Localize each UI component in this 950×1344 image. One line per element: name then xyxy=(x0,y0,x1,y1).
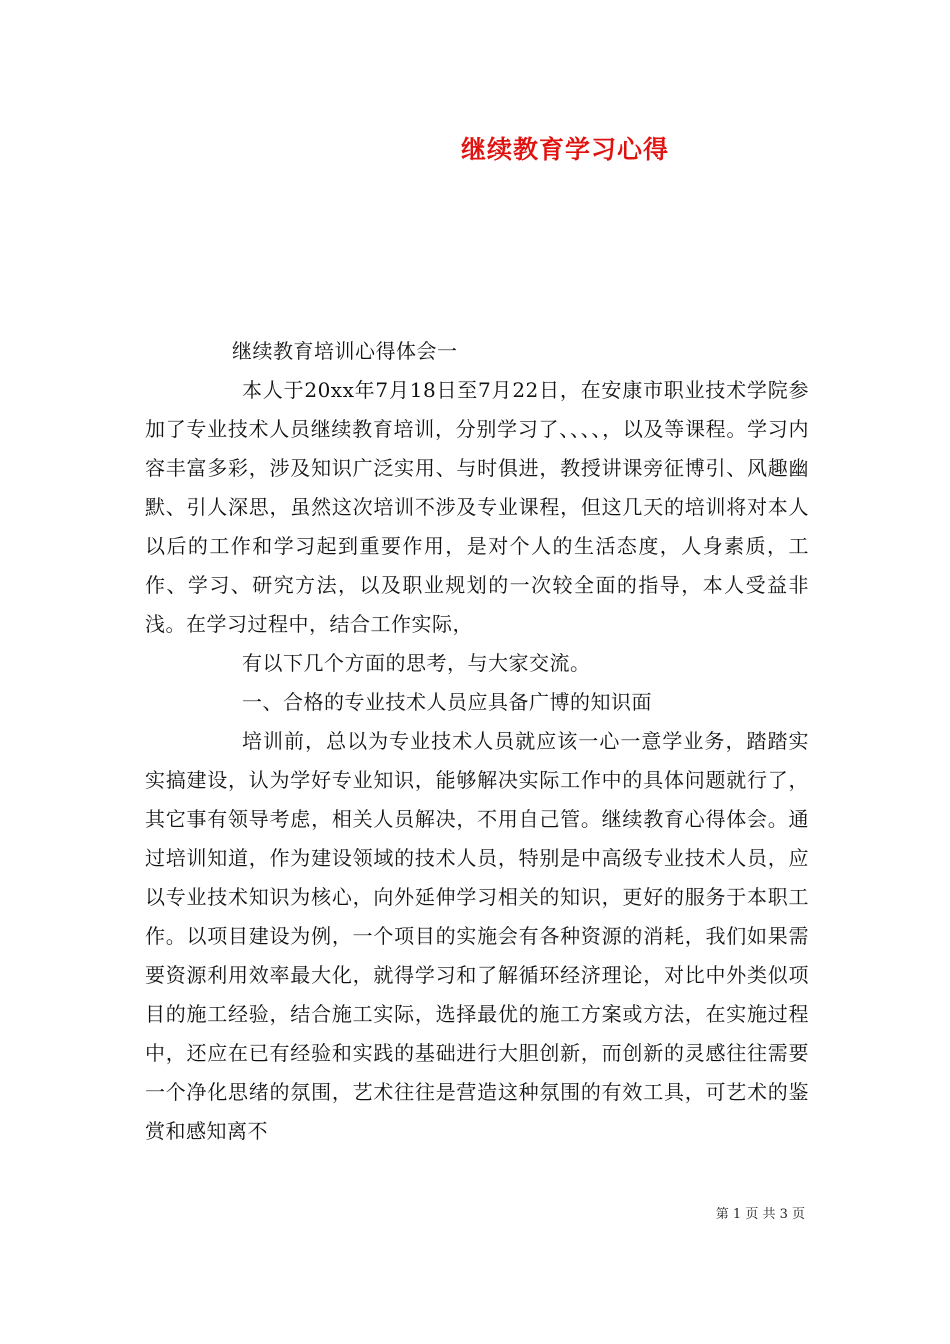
document-title: 继续教育学习心得 xyxy=(460,135,669,164)
section-heading: 继续教育培训心得体会一 xyxy=(232,339,458,363)
page-number: 第 1 页 共 3 页 xyxy=(715,1207,805,1222)
body-paragraph: 有以下几个方面的思考，与大家交流。 xyxy=(242,651,591,675)
body-paragraph: 培训前，总以为专业技术人员就应该一心一意学业务，踏踏实实搞建设，认为学好专业知识，能够解决实际工作中的具体问题就行了，其它事有领导考虑，相关人员解决，不用自己管。继续教育心得体会。通过培训知道，作为建设领域的技术人员，特别是中高级专业技术人员，应以专业技术知识为核心，向外延伸学习相关的知识，更好的服务于本职工作。以项目建设为例，一个项目的实施会有各种资源的消耗，我们如果需要资源利用效率最大化，就得学习和了解循环经济理论，对比中外类似项目的施工经验，结合施工实际，选择最优的施工方案或方法，在实施过程中，还应在已有经验和实践的基础进行大胆创新，而创新的灵感往往需要一个净化思绪的氛围，艺术往往是营造这种氛围的有效工具，可艺术的鉴赏和感知离不 xyxy=(145,729,809,1143)
subsection-heading: 一、合格的专业技术人员应具备广博的知识面 xyxy=(242,690,652,714)
document-body xyxy=(145,332,809,1151)
body-paragraph: 本人于20xx年7月18日至7月22日，在安康市职业技术学院参加了专业技术人员继续教育培训，分别学习了、、、、，以及等课程。学习内容丰富多彩，涉及知识广泛实用、与时俱进，教授讲课旁征博引、风趣幽默、引人深思，虽然这次培训不涉及专业课程，但这几天的培训将对本人以后的工作和学习起到重要作用，是对个人的生活态度，人身素质，工作、学习、研究方法，以及职业规划的一次较全面的指导，本人受益非浅。在学习过程中，结合工作实际， xyxy=(145,378,809,636)
